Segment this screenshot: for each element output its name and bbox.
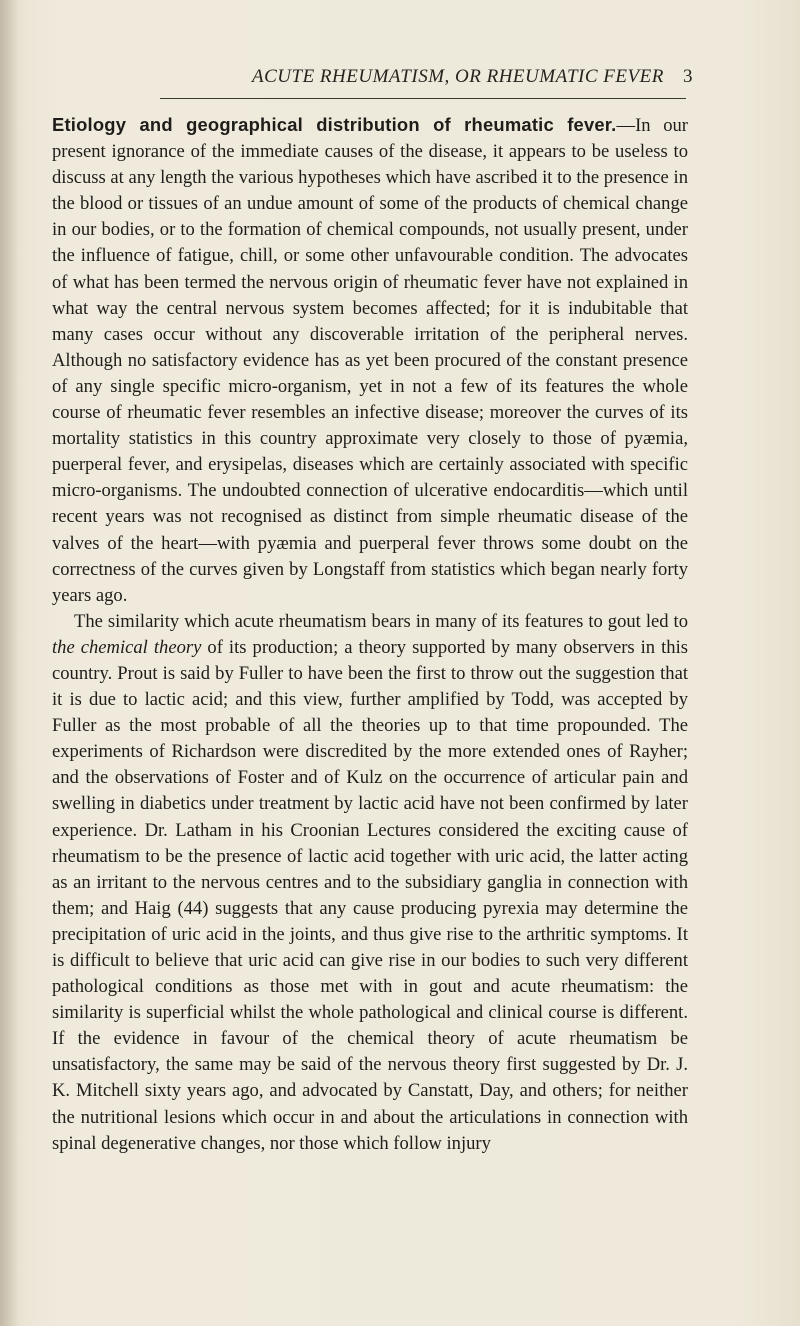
- page-number: 3: [683, 66, 693, 87]
- body-text: [52, 112, 688, 1157]
- italic-term: the chemical theory: [52, 636, 202, 658]
- header-rule: [160, 98, 686, 99]
- paragraph-etiology: [52, 112, 688, 609]
- section-heading: Etiology and geographical distribution of rheumatic fever.: [52, 114, 617, 135]
- paragraph-text: of its production; a theory supported by many observers in this country. Prout is said by Fuller to have been the first to throw out the suggestion that it is due to lactic acid; and this view, further amplified by Todd, was accepted by Fuller as the most probable of all the theories up to that time propounded. The experiments of Richardson were discredited by the more extended ones of Rayher; and the observations of Foster and of Kulz on the occurrence of articular pain and swelling in diabetics under treatment by lactic acid have not been confirmed by later experience. Dr. Latham in his Croonian Lectures considered the exciting cause of rheumatism to be the presence of lactic acid together with uric acid, the latter acting as an irritant to the nervous centres and to the subsidiary ganglia in connection with them; and Haig (44) suggests that any cause producing pyrexia may determine the precipitation of uric acid in the joints, and thus give rise to the arthritic symptoms. It is difficult to believe that uric acid can give rise in our bodies to such very different pathological conditions as those met with in gout and acute rheumatism: the similarity is superficial whilst the whole pathological and clinical course is different. If the evidence in favour of the chemical theory of acute rheumatism be unsatisfactory, the same may be said of the nervous theory first suggested by Dr. J. K. Mitchell sixty years ago, and advocated by Canstatt, Day, and others; for neither the nutritional lesions which occur in and about the articulations in connection with spinal degenerative changes, nor those which follow injury: [52, 636, 688, 1154]
- running-header: [0, 66, 800, 96]
- paragraph-text: The similarity which acute rheumatism bears in many of its features to gout led to: [74, 610, 688, 632]
- paragraph-chemical-theory: [52, 609, 688, 1157]
- page-gutter-shadow: [0, 0, 18, 1326]
- running-title: ACUTE RHEUMATISM, OR RHEUMATIC FEVER: [252, 66, 664, 87]
- paragraph-text: —In our present ignorance of the immediate causes of the disease, it appears to be useless to discuss at any length the various hypotheses which have ascribed it to the presence in the blood or tissues of an undue amount of some of the products of chemical change in our bodies, or to the formation of chemical compounds, not usually present, under the influence of fatigue, chill, or some other unfavourable condition. The advocates of what has been termed the nervous origin of rheumatic fever have not explained in what way the central nervous system becomes affected; for it is indubitable that many cases occur without any discoverable irritation of the peripheral nerves. Although no satisfactory evidence has as yet been procured of the constant presence of any single specific micro-organism, yet in not a few of its features the whole course of rheumatic fever resembles an infective disease; moreover the curves of its mortality statistics in this country approximate very closely to those of pyæmia, puerperal fever, and erysipelas, diseases which are certainly associated with specific micro-organisms. The undoubted connection of ulcerative endocarditis—which until recent years was not recognised as distinct from simple rheumatic disease of the valves of the heart—with pyæmia and puerperal fever throws some doubt on the correctness of the curves given by Longstaff from statistics which began nearly forty years ago.: [52, 115, 688, 606]
